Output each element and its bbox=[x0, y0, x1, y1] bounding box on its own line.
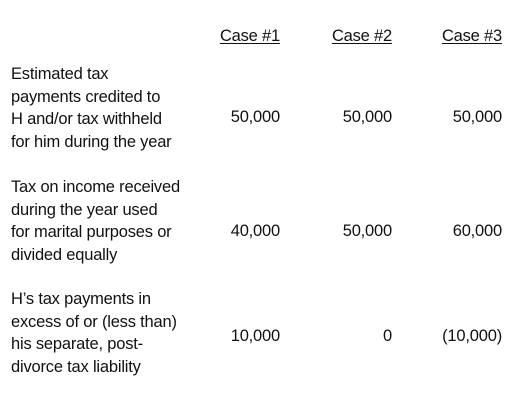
row-label-tax-on-income-received: Tax on income received during the year used for marital purposes or divided equally bbox=[11, 178, 180, 264]
row-2-case-2-value: 50,000 bbox=[342, 222, 392, 240]
column-header-case-2: Case #2 bbox=[331, 27, 392, 45]
row-3-case-2-value: 0 bbox=[383, 327, 392, 345]
row-2-case-3-value: 60,000 bbox=[452, 222, 502, 240]
row-3-case-3-value: (10,000) bbox=[442, 327, 502, 345]
row-label-excess-tax-payments: H’s tax payments in excess of or (less than) his separate, post- divorce tax liability bbox=[11, 290, 177, 376]
row-3-case-1-value: 10,000 bbox=[230, 327, 280, 345]
column-header-case-1: Case #1 bbox=[219, 27, 280, 45]
column-header-case-3: Case #3 bbox=[441, 27, 502, 45]
row-1-case-3-value: 50,000 bbox=[452, 108, 502, 126]
row-label-estimated-tax-payments: Estimated tax payments credited to H and/or tax withheld for him during the year bbox=[11, 65, 172, 151]
row-2-case-1-value: 40,000 bbox=[230, 222, 280, 240]
row-1-case-2-value: 50,000 bbox=[342, 108, 392, 126]
row-1-case-1-value: 50,000 bbox=[230, 108, 280, 126]
